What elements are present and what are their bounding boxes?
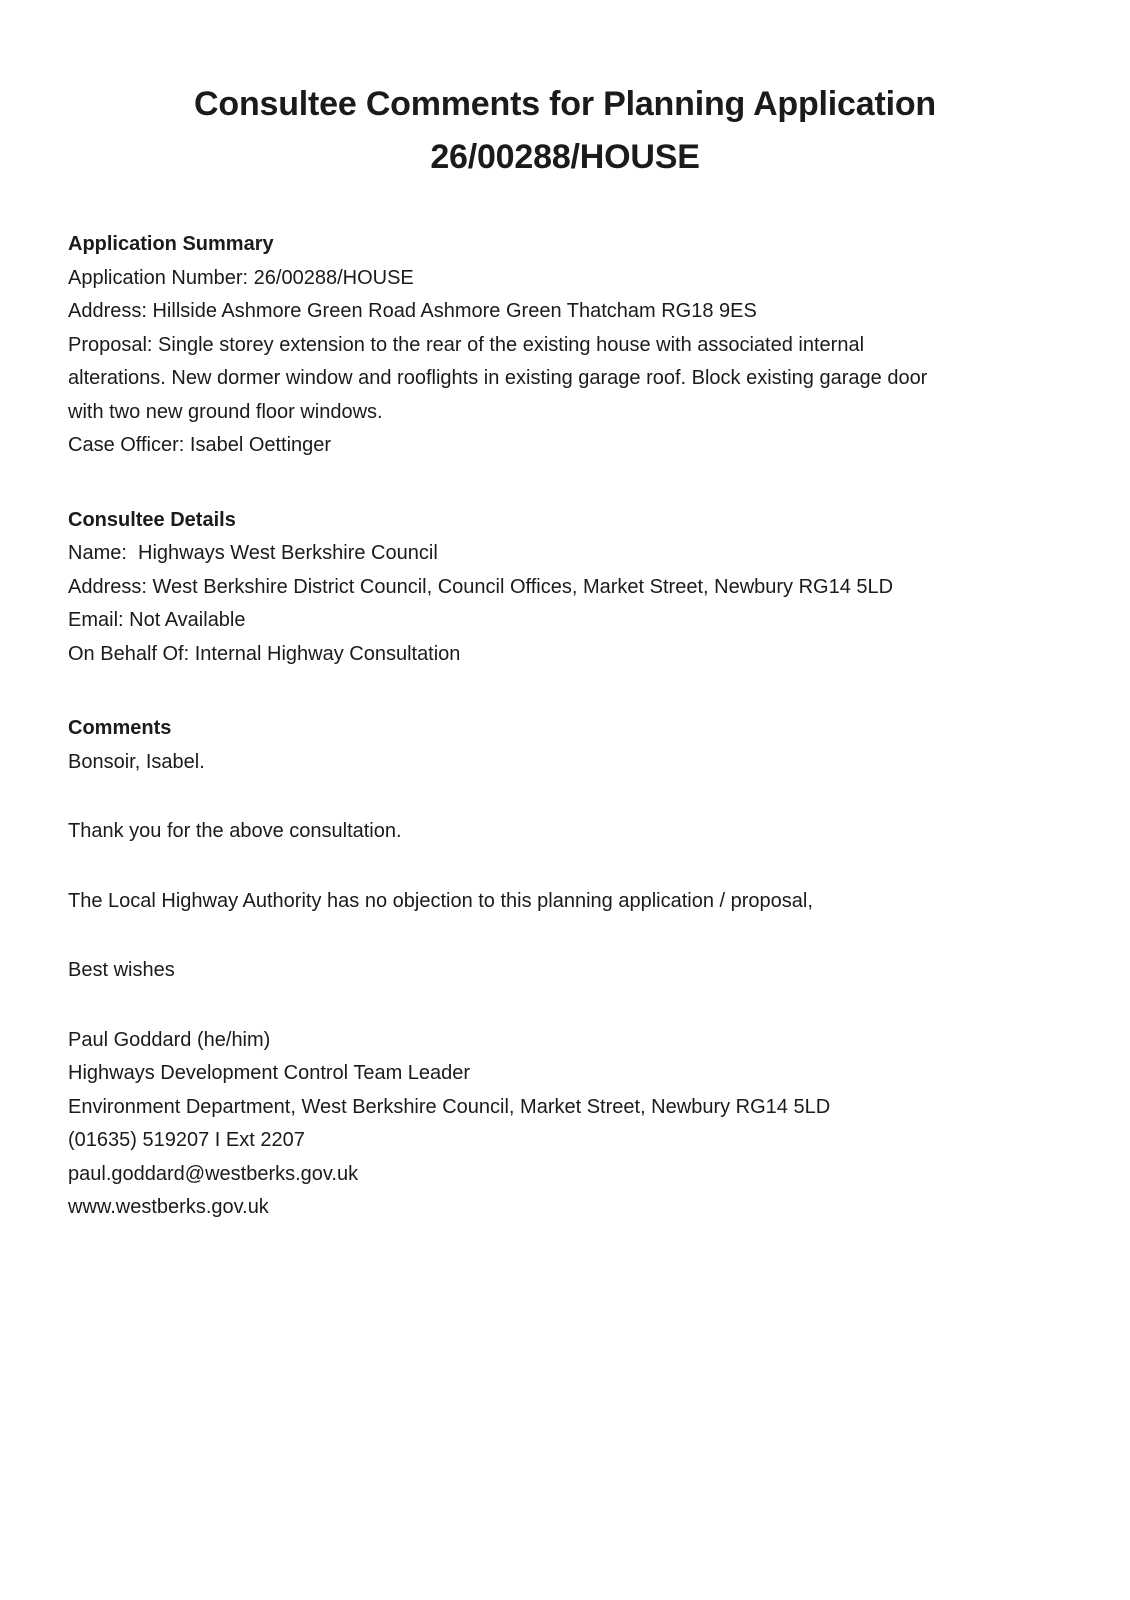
consultee-on-behalf-line: On Behalf Of: Internal Highway Consultation [68, 642, 461, 665]
consultee-details-section [68, 504, 1062, 672]
comments-heading: Comments [68, 717, 172, 739]
comment-paragraph-decision: The Local Highway Authority has no objection to this planning application / proposal, [68, 889, 813, 912]
signature-block [68, 1024, 1062, 1225]
signature-phone-line: (01635) 519207 I Ext 2207 [68, 1129, 305, 1151]
signature-department-line: Environment Department, West Berkshire Council, Market Street, Newbury RG14 5LD [68, 1095, 831, 1118]
comment-paragraph-closing: Best wishes [68, 959, 175, 981]
proposal-line-2: alterations. New dormer window and rooflights in existing garage roof. Block existing garage door [68, 367, 928, 389]
case-officer-line: Case Officer: Isabel Oettinger [68, 434, 332, 456]
signature-email-line: paul.goddard@westberks.gov.uk [68, 1162, 359, 1185]
comments-section [68, 712, 1062, 1225]
document-title [68, 78, 1062, 184]
application-summary-heading: Application Summary [68, 233, 274, 255]
consultee-name-line: Name: Highways West Berkshire Council [68, 542, 438, 564]
consultee-details-heading: Consultee Details [68, 508, 236, 531]
application-summary-section [68, 228, 1062, 463]
consultee-address-line: Address: West Berkshire District Council, Council Offices, Market Street, Newbury RG14 5LD [68, 575, 894, 598]
document-title-line1: Consultee Comments for Planning Application [194, 85, 936, 123]
signature-name-line: Paul Goddard (he/him) [68, 1028, 271, 1051]
proposal-line-1: Proposal: Single storey extension to the rear of the existing house with associated internal [68, 333, 865, 356]
application-number-line: Application Number: 26/00288/HOUSE [68, 266, 414, 289]
document-title-line2: 26/00288/HOUSE [430, 138, 700, 176]
comment-paragraph-thanks: Thank you for the above consultation. [68, 820, 402, 842]
signature-website-line: www.westberks.gov.uk [68, 1196, 269, 1218]
application-address-line: Address: Hillside Ashmore Green Road Ashmore Green Thatcham RG18 9ES [68, 300, 757, 322]
comment-paragraph-greeting: Bonsoir, Isabel. [68, 750, 205, 773]
consultee-email-line: Email: Not Available [68, 609, 246, 631]
signature-role-line: Highways Development Control Team Leader [68, 1062, 471, 1084]
proposal-line-3: with two new ground floor windows. [68, 400, 383, 423]
